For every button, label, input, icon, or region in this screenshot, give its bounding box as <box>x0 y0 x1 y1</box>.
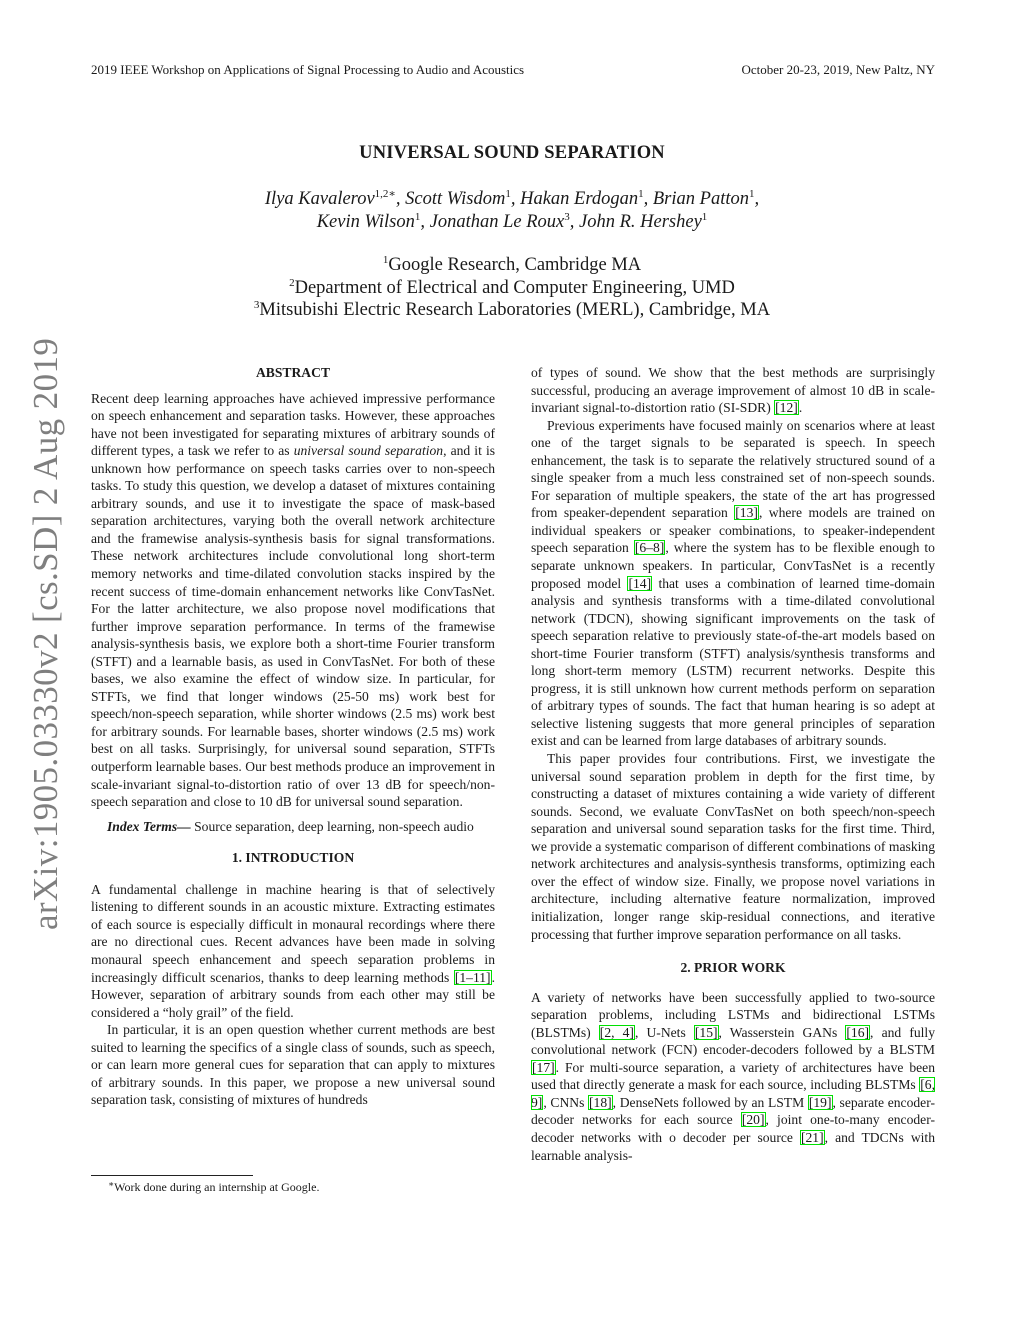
arxiv-watermark: arXiv:1905.03330v2 [cs.SD] 2 Aug 2019 <box>26 337 65 930</box>
footnote-divider <box>91 1175 253 1176</box>
affiliation-3: $^3$Mitsubishi Electric Research Laboratories (MERL), Cambridge, MA <box>253 299 771 320</box>
citation-link[interactable]: [18] <box>589 1094 612 1110</box>
citation-link[interactable]: [2, 4] <box>599 1024 634 1040</box>
intro-paragraph-1: A fundamental challenge in machine hearing is that of selectively listening to different sounds in an acoustic mixture. Extracting estimates of each source is especially difficult in monaural recordings where there are no directional cues. Recent advances have been made in solving monaural speech enhancement and speech separation problems in increasingly difficult scenarios, thanks to deep learning methods [1–11]. However, separation of arbitrary sounds from each other may still be considered a “holy grail” of the field. <box>91 881 495 1020</box>
introduction-heading: 1. INTRODUCTION <box>231 850 355 866</box>
citation-link[interactable]: [21] <box>800 1129 824 1145</box>
left-column <box>91 364 495 1109</box>
citation-link[interactable]: [17] <box>532 1059 555 1075</box>
abstract-body: Recent deep learning approaches have achieved impressive performance on speech enhancement and separation tasks. However, these approaches have not been investigated for separating mixtures of arbitrary sounds of different types, a task we refer to as universal sound separation, and it is unknown how performance on speech tasks carries over to non-speech tasks. To study this question, we develop a dataset of mixtures containing arbitrary sounds, and use it to investigate the space of mask-based separation architectures, varying both the overall network architecture and the framewise analysis-synthesis basis for signal transformations. These network architectures include convolutional long short-term memory networks and time-dilated convolution stacks inspired by the recent success of time-domain enhancement networks like ConvTasNet. For the latter architecture, we also propose novel modifications that further improve separation performance. In terms of the framewise analysis-synthesis basis, we explore both a short-time Fourier transform (STFT) and a learnable basis, as used in ConvTasNet. For both of these bases, we also examine the effect of window size. In particular, for STFTs, we find that longer windows (25-50 ms) work best for speech/non-speech separation, while shorter windows (2.5 ms) work best for arbitrary sounds. For learnable bases, shorter windows (2.5 ms) work best on all tasks. Surprisingly, for universal sound separation, STFTs outperform learnable bases. Our best methods produce an improvement in scale-invariant signal-to-distortion ratio of over 13 dB for speech/non-speech separation and close to 10 dB for universal sound separation. <box>91 390 496 810</box>
citation-link[interactable]: [13] <box>735 505 758 521</box>
running-header-right: October 20-23, 2019, New Paltz, NY <box>741 62 935 77</box>
citation-link[interactable]: [6, 9] <box>531 1077 935 1110</box>
citation-link[interactable]: [12] <box>775 400 798 416</box>
intro-paragraph-3: Previous experiments have focused mainly on scenarios where at least one of the target signals to be separated is speech. In speech enhancement, the task is to separate the relatively structured sound of a single speaker from a much less constrained set of non-speech sounds. For separation of multiple speakers, the state of the art has progressed from speaker-dependent separation [13], where models are trained on individual speakers or speaker combinations, to speaker-independent speech separation [6–8], where the system has to be flexible enough to separate unknown speakers. In particular, ConvTasNet is a recently proposed model [14] that uses a combination of learned time-domain analysis and synthesis transforms with a time-dilated convolutional network (TDCN), showing significant improvements on the task of speech separation relative to previously state-of-the-art models based on short-time Fourier transform (STFT) analysis/synthesis transforms and long short-term memory (LSTM) recurrent networks. Despite this progress, it is still unknown how current methods perform on separation of arbitrary types of sounds. The fact that human hearing is so adept at selective listening suggests that more general principles of separation exist and can be learned from large databases of arbitrary sounds. <box>531 417 936 749</box>
index-terms: Index Terms— Source separation, deep learning, non-speech audio <box>107 818 474 834</box>
citation-link[interactable]: [1–11] <box>454 969 491 985</box>
author-line-1: Ilya Kavalerov$^{1,2∗}$, Scott Wisdom$^1$, Hakan Erdogan$^1$, Brian Patton$^1$, <box>264 188 760 209</box>
intro-paragraph-2-continued: of types of sound. We show that the best methods are surprisingly successful, producing an average improvement of almost 10 dB in scale-invariant signal-to-distortion ratio (SI-SDR) [12]. <box>531 365 935 416</box>
author-line-2: Kevin Wilson$^1$, Jonathan Le Roux$^3$, John R. Hershey$^1$ <box>316 211 708 232</box>
abstract-heading: ABSTRACT <box>255 365 331 380</box>
citation-link[interactable]: [20] <box>741 1112 765 1128</box>
citation-link[interactable]: [15] <box>694 1024 718 1040</box>
citation-link[interactable]: [16] <box>846 1024 870 1040</box>
citation-link[interactable]: [6–8] <box>634 540 665 556</box>
paper-title: UNIVERSAL SOUND SEPARATION <box>359 143 665 163</box>
affiliation-2: $^2$Department of Electrical and Computer Engineering, UMD <box>289 277 735 298</box>
right-column <box>531 364 935 1164</box>
prior-work-paragraph: A variety of networks have been successfully applied to two-source separation problems, including LSTMs and bidirectional LSTMs (BLSTMs) [2, 4], U-Nets [15], Wasserstein GANs [16], and fully convolutional network (FCN) encoder-decoders followed by a BLSTM [17]. For multi-source separation, a variety of architectures have been used that directly generate a mask for each source, including BLSTMs [6, 9], CNNs [18], DenseNets followed by an LSTM [19], separate encoder-decoder networks for each source [20], joint one-to-many encoder-decoder networks with o decoder per source [21], and TDCNs with learnable analysis- <box>531 989 936 1163</box>
running-header-left: 2019 IEEE Workshop on Applications of Signal Processing to Audio and Acoustics <box>91 62 525 77</box>
intro-paragraph-2: In particular, it is an open question whether current methods are best suited to learning the specifics of a single class of sounds, such as speech, or can learn more general cues for separation that can apply to mixtures of arbitrary sounds. In this paper, we propose a new universal sound separation task, consisting of mixtures of hundreds <box>91 1022 495 1108</box>
citation-link[interactable]: [19] <box>808 1094 832 1110</box>
prior-work-heading: 2. PRIOR WORK <box>680 960 786 976</box>
footnote: ∗Work done during an internship at Google. <box>108 1179 320 1194</box>
citation-link[interactable]: [14] <box>628 575 652 591</box>
intro-paragraph-4: This paper provides four contributions. First, we investigate the universal sound separation problem in depth for the first time, by constructing a dataset of mixtures containing a wide variety of different sounds. Second, we evaluate ConvTasNet on both speech/non-speech separation and universal sound separation tasks for the first time. Third, we provide a systematic comparison of different combinations of masking network architectures and analysis-synthesis transforms, optimizing each over the effect of window size. Finally, we propose novel variations in architecture, including alternative feature normalization, improved initialization, longer range skip-residual connections, and iterative processing that further improve separation performance on all tasks. <box>531 751 935 942</box>
affiliation-1: $^1$Google Research, Cambridge MA <box>382 254 642 275</box>
